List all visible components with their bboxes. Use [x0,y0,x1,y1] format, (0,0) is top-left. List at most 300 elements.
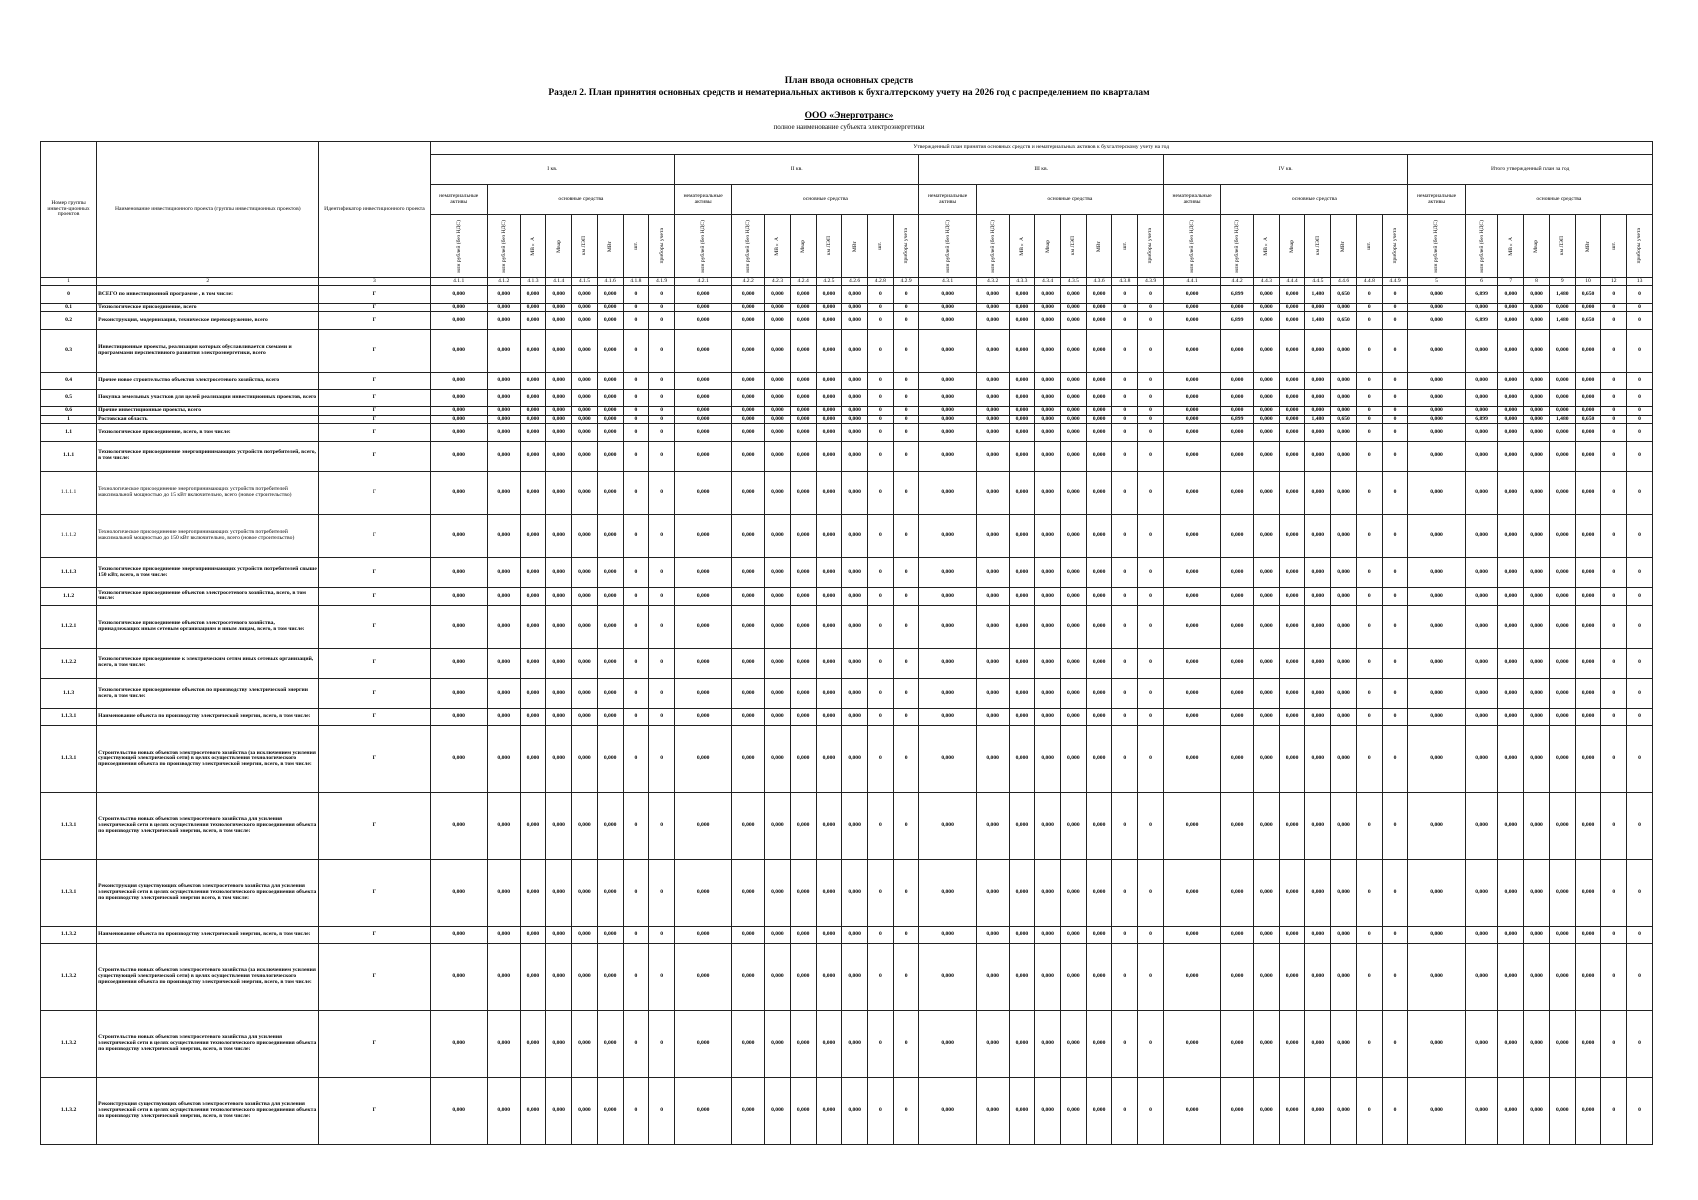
row-project-name: Реконструкция существующих объектов электросетевого хозяйства для усиления электрической сети в целях осуществления технологического присоединения объекта по производству электрической энергии всего, в том числе: [97,860,319,927]
value-cell: 0 [1601,286,1627,303]
row-identifier: Г [319,648,430,678]
value-cell: 0 [1138,726,1164,793]
value-cell: 0 [1138,515,1164,558]
value-cell: 0 [867,793,893,860]
value-cell: 0 [867,944,893,1011]
value-cell: 0 [1382,1011,1408,1078]
value-cell: 0,000 [816,415,842,424]
value-cell: 0,000 [790,407,816,416]
header-unit-label: Мвар [1533,239,1540,253]
value-cell: 0,000 [790,1011,816,1078]
value-cell: 0 [1627,286,1653,303]
value-cell: 0,000 [1524,407,1550,416]
value-cell: 0,000 [1465,372,1498,389]
value-cell: 0,000 [1060,303,1086,312]
value-cell: 0 [1382,372,1408,389]
value-cell: 0,000 [1331,329,1357,372]
value-cell: 0,000 [1163,312,1220,329]
value-cell: 0 [1382,860,1408,927]
value-cell: 0,000 [1279,415,1305,424]
value-cell: 0,000 [1060,860,1086,927]
value-cell: 0,000 [1575,389,1601,406]
value-cell: 0 [1138,312,1164,329]
value-cell: 0,000 [976,441,1009,471]
value-cell: 0,000 [1331,558,1357,588]
value-cell: 0,000 [765,372,791,389]
value-cell: 0,000 [487,286,520,303]
row-number: 1.1.3.2 [41,1011,97,1078]
value-cell: 0,000 [1009,471,1035,514]
value-cell: 0,000 [919,441,976,471]
value-cell: 0,000 [1575,793,1601,860]
value-cell: 0 [893,860,919,927]
value-cell: 0 [1138,1077,1164,1144]
value-cell: 0 [1601,558,1627,588]
value-cell: 0 [1627,648,1653,678]
value-cell: 0 [867,709,893,726]
value-cell: 0 [1356,303,1382,312]
value-cell: 0,000 [674,558,731,588]
value-cell: 0 [893,944,919,1011]
value-cell: 0 [867,1011,893,1078]
value-cell: 0,000 [597,558,623,588]
value-cell: 0 [1356,944,1382,1011]
value-cell: 0,000 [1524,389,1550,406]
value-cell: 0,000 [1086,329,1112,372]
value-cell: 0,000 [1524,860,1550,927]
value-cell: 0 [649,1011,675,1078]
value-cell: 0,000 [1575,372,1601,389]
value-cell: 0,000 [546,441,572,471]
value-cell: 0,000 [976,944,1009,1011]
value-cell: 0,000 [674,407,731,416]
value-cell: 0,000 [1163,709,1220,726]
value-cell: 0 [1601,605,1627,648]
value-cell: 0,000 [765,286,791,303]
value-cell: 0,000 [1549,648,1575,678]
value-cell: 0,000 [546,648,572,678]
value-cell: 0,000 [1465,389,1498,406]
value-cell: 0,000 [976,926,1009,943]
value-cell: 0 [867,329,893,372]
column-index: 4.2.1 [674,277,731,286]
value-cell: 0 [1356,1011,1382,1078]
value-cell: 0 [1138,588,1164,605]
value-cell: 0,000 [520,793,546,860]
value-cell: 0,000 [1498,415,1524,424]
value-cell: 0,000 [1408,605,1465,648]
value-cell: 0 [867,588,893,605]
value-cell: 0,000 [732,389,765,406]
value-cell: 0,650 [1575,312,1601,329]
value-cell: 0,000 [1035,407,1061,416]
row-number: 1.1.3.1 [41,709,97,726]
value-cell: 0,000 [816,926,842,943]
value-cell: 0,000 [816,286,842,303]
value-cell: 0 [1601,648,1627,678]
value-cell: 0 [893,372,919,389]
value-cell: 0,000 [1575,424,1601,441]
header-unit-label: шт. [1610,242,1617,250]
value-cell: 0,000 [919,329,976,372]
value-cell: 0,000 [1060,424,1086,441]
value-cell: 0,000 [816,1077,842,1144]
value-cell: 0 [623,312,649,329]
value-cell: 0,000 [1060,415,1086,424]
value-cell: 0,000 [1163,329,1220,372]
value-cell: 0,000 [1305,648,1331,678]
value-cell: 0,000 [430,709,487,726]
value-cell: 0,000 [1408,303,1465,312]
value-cell: 0,000 [430,605,487,648]
header-project-id: Идентификатор инвестиционного проекта [319,142,430,278]
value-cell: 0,000 [1221,441,1254,471]
value-cell: 0,000 [1009,515,1035,558]
value-cell: 0,000 [1035,415,1061,424]
value-cell: 0,000 [597,389,623,406]
value-cell: 0 [1601,303,1627,312]
value-cell: 0,000 [1408,441,1465,471]
value-cell: 0 [1601,678,1627,708]
value-cell: 0 [1627,793,1653,860]
value-cell: 0,000 [430,424,487,441]
value-cell: 0,000 [430,441,487,471]
value-cell: 0,000 [1498,471,1524,514]
value-cell: 0 [893,329,919,372]
value-cell: 0 [1382,588,1408,605]
row-project-name: Реконструкция существующих объектов электросетевого хозяйства для усиления электрической сети в целях осуществления технологического присоединения объекта по производству электрической энергии, всего, в том числе: [97,1077,319,1144]
value-cell: 0 [1356,860,1382,927]
value-cell: 0,000 [1305,303,1331,312]
value-cell: 0,000 [1086,424,1112,441]
table-row [41,329,1653,372]
value-cell: 0,000 [1253,678,1279,708]
header-total-year: Итого утвержденный план за год [1408,154,1653,184]
table-row [41,303,1653,312]
header-unit [1305,215,1331,278]
value-cell: 0 [893,793,919,860]
value-cell: 0,000 [1279,605,1305,648]
row-number: 1.1.1.2 [41,515,97,558]
value-cell: 0,000 [1524,648,1550,678]
header-unit-label: Мвар [1289,239,1296,253]
value-cell: 0,000 [1498,726,1524,793]
header-quarter: IV кв. [1163,154,1407,184]
value-cell: 0,000 [816,793,842,860]
value-cell: 0 [1601,1077,1627,1144]
value-cell: 0,000 [487,312,520,329]
value-cell: 0,000 [1009,372,1035,389]
value-cell: 0,000 [430,588,487,605]
value-cell: 0,000 [597,441,623,471]
value-cell: 0 [1356,793,1382,860]
value-cell: 0 [893,605,919,648]
value-cell: 0,000 [572,558,598,588]
value-cell: 0,000 [1060,329,1086,372]
value-cell: 0 [649,286,675,303]
value-cell: 0,000 [765,407,791,416]
header-unit [520,215,546,278]
value-cell: 0 [1356,441,1382,471]
value-cell: 0,000 [1009,648,1035,678]
value-cell: 0,000 [790,678,816,708]
row-identifier: Г [319,286,430,303]
value-cell: 0,000 [1408,471,1465,514]
value-cell: 0 [623,389,649,406]
value-cell: 0 [1138,860,1164,927]
value-cell: 0 [1382,441,1408,471]
column-index: 4.3.9 [1138,277,1164,286]
value-cell: 0 [649,389,675,406]
value-cell: 0,000 [976,389,1009,406]
value-cell: 0,000 [732,605,765,648]
value-cell: 0,000 [1163,372,1220,389]
table-row [41,860,1653,927]
column-index: 12 [1601,277,1627,286]
value-cell: 0 [1356,558,1382,588]
value-cell: 0 [1112,372,1138,389]
value-cell: 0 [1601,329,1627,372]
value-cell: 0 [649,515,675,558]
value-cell: 0,000 [1408,648,1465,678]
table-row [41,709,1653,726]
value-cell: 0,000 [1465,860,1498,927]
row-identifier: Г [319,944,430,1011]
value-cell: 0,000 [1305,588,1331,605]
header-unit-label: млн рублей (без НДС) [944,219,951,273]
value-cell: 0,000 [1465,648,1498,678]
value-cell: 0 [1627,588,1653,605]
value-cell: 0 [649,678,675,708]
table-row [41,558,1653,588]
value-cell: 0,000 [487,605,520,648]
value-cell: 0,000 [976,372,1009,389]
header-approved-plan: Утвержденный план принятия основных средств и нематериальных активов к бухгалтерскому учету на год [430,142,1652,155]
value-cell: 0,000 [1035,860,1061,927]
value-cell: 0,000 [765,515,791,558]
header-intangible-assets: нематериальные активы [674,185,731,215]
value-cell: 0 [893,709,919,726]
value-cell: 0 [1138,793,1164,860]
value-cell: 0,000 [1575,515,1601,558]
header-unit-label: млн рублей (без НДС) [1478,219,1485,273]
row-identifier: Г [319,441,430,471]
header-unit [1009,215,1035,278]
value-cell: 0 [649,471,675,514]
value-cell: 0,000 [1086,1011,1112,1078]
value-cell: 0 [1601,860,1627,927]
header-unit [1279,215,1305,278]
value-cell: 0 [1138,1011,1164,1078]
value-cell: 0 [867,471,893,514]
value-cell: 0,000 [842,471,868,514]
value-cell: 0,000 [1253,1011,1279,1078]
value-cell: 0 [1382,678,1408,708]
value-cell: 0,000 [1524,605,1550,648]
value-cell: 0,000 [1086,407,1112,416]
value-cell: 0,000 [520,605,546,648]
value-cell: 0 [1627,471,1653,514]
value-cell: 0 [1601,726,1627,793]
header-fixed-assets: основные средства [487,185,674,215]
value-cell: 0,000 [1060,605,1086,648]
value-cell: 0,000 [597,793,623,860]
table-row [41,389,1653,406]
header-unit-label: млн рублей (без НДС) [1234,219,1241,273]
value-cell: 0,000 [1408,424,1465,441]
value-cell: 0 [1112,515,1138,558]
value-cell: 0,000 [674,286,731,303]
value-cell: 0,000 [1549,441,1575,471]
row-project-name: Технологическое присоединение, всего [97,303,319,312]
value-cell: 0,000 [1465,441,1498,471]
value-cell: 0 [623,1011,649,1078]
value-cell: 0,000 [732,709,765,726]
value-cell: 0,000 [1575,329,1601,372]
value-cell: 0,000 [1279,944,1305,1011]
plan-title: План ввода основных средств [784,76,914,86]
value-cell: 0,000 [919,1077,976,1144]
value-cell: 0 [1601,389,1627,406]
value-cell: 0 [1112,678,1138,708]
table-row [41,286,1653,303]
value-cell: 0,000 [520,558,546,588]
value-cell: 0,000 [919,793,976,860]
value-cell: 0,000 [572,944,598,1011]
value-cell: 0,000 [487,860,520,927]
value-cell: 0,000 [976,709,1009,726]
value-cell: 0,000 [1305,860,1331,927]
value-cell: 0,000 [1498,678,1524,708]
value-cell: 0 [893,678,919,708]
value-cell: 0,000 [1086,678,1112,708]
value-cell: 0,000 [1163,1011,1220,1078]
value-cell: 0 [1356,605,1382,648]
header-unit [790,215,816,278]
value-cell: 0 [867,926,893,943]
value-cell: 0,000 [1060,793,1086,860]
value-cell: 0,000 [765,678,791,708]
value-cell: 0 [1601,515,1627,558]
value-cell: 0,000 [1305,441,1331,471]
header-unit [597,215,623,278]
column-index: 4.3.2 [976,277,1009,286]
value-cell: 0,000 [1305,329,1331,372]
value-cell: 0,000 [1305,926,1331,943]
value-cell: 0 [649,726,675,793]
column-index: 4.1.2 [487,277,520,286]
value-cell: 0,000 [732,441,765,471]
header-quarter: II кв. [674,154,918,184]
value-cell: 0 [1382,648,1408,678]
value-cell: 0,000 [1086,926,1112,943]
value-cell: 0,000 [1498,558,1524,588]
value-cell: 0,000 [572,312,598,329]
value-cell: 0,000 [1575,441,1601,471]
value-cell: 0,000 [487,1011,520,1078]
row-project-name: Строительство новых объектов электросетевого хозяйства (за исключением усиления существующей электрической сети) в целях осуществления технологического присоединения объекта по производству электрической энергии, всего, в том числе: [97,726,319,793]
value-cell: 0,000 [430,1077,487,1144]
value-cell: 0,000 [430,926,487,943]
value-cell: 0,000 [572,415,598,424]
value-cell: 0,000 [520,312,546,329]
row-identifier: Г [319,709,430,726]
value-cell: 0 [893,558,919,588]
value-cell: 0,000 [1009,709,1035,726]
value-cell: 0,000 [1086,303,1112,312]
value-cell: 0,000 [520,389,546,406]
table-row [41,926,1653,943]
value-cell: 0 [893,471,919,514]
value-cell: 0 [623,372,649,389]
value-cell: 0,000 [1465,1011,1498,1078]
organization-name: ООО «Энерготранс» [804,111,894,121]
value-cell: 0,000 [1549,424,1575,441]
value-cell: 0,000 [1408,944,1465,1011]
header-unit-label: шт. [877,242,884,250]
value-cell: 0,000 [1408,678,1465,708]
value-cell: 0,000 [1524,515,1550,558]
value-cell: 0,000 [732,312,765,329]
value-cell: 0,000 [572,605,598,648]
value-cell: 0,000 [546,329,572,372]
table-row [41,372,1653,389]
value-cell: 0,000 [1086,1077,1112,1144]
row-identifier: Г [319,558,430,588]
value-cell: 0 [1138,678,1164,708]
value-cell: 0,000 [1253,793,1279,860]
header-quarter: III кв. [919,154,1163,184]
value-cell: 0,000 [487,793,520,860]
column-index: 10 [1575,277,1601,286]
header-unit [893,215,919,278]
value-cell: 0,000 [816,303,842,312]
value-cell: 0,000 [1408,926,1465,943]
value-cell: 0,000 [1253,1077,1279,1144]
value-cell: 0,000 [1305,372,1331,389]
value-cell: 0 [1138,415,1164,424]
value-cell: 0,000 [765,944,791,1011]
column-index: 4.1.5 [572,277,598,286]
value-cell: 0,000 [546,726,572,793]
value-cell: 0,000 [1279,424,1305,441]
value-cell: 0,000 [842,424,868,441]
value-cell: 0 [1382,329,1408,372]
value-cell: 0,000 [1465,944,1498,1011]
table-row [41,944,1653,1011]
value-cell: 0,000 [976,286,1009,303]
value-cell: 0,000 [1465,605,1498,648]
value-cell: 0 [1627,424,1653,441]
header-unit [732,215,765,278]
value-cell: 0,000 [1035,605,1061,648]
value-cell: 0,000 [1575,588,1601,605]
value-cell: 0,000 [1408,372,1465,389]
value-cell: 0 [649,407,675,416]
header-fixed-assets: основные средства [732,185,919,215]
value-cell: 0,000 [790,709,816,726]
value-cell: 0,000 [520,709,546,726]
value-cell: 0,000 [1305,726,1331,793]
row-project-name: Строительство новых объектов электросетевого хозяйства для усиления электрической сети в целях осуществления технологического присоединения объекта по производству электрической энергии, всего, в том числе: [97,793,319,860]
value-cell: 0,000 [765,441,791,471]
value-cell: 0,000 [546,1011,572,1078]
row-number: 1 [41,415,97,424]
value-cell: 0,000 [1524,441,1550,471]
value-cell: 0,000 [1035,312,1061,329]
value-cell: 0,000 [919,558,976,588]
value-cell: 0,000 [790,515,816,558]
